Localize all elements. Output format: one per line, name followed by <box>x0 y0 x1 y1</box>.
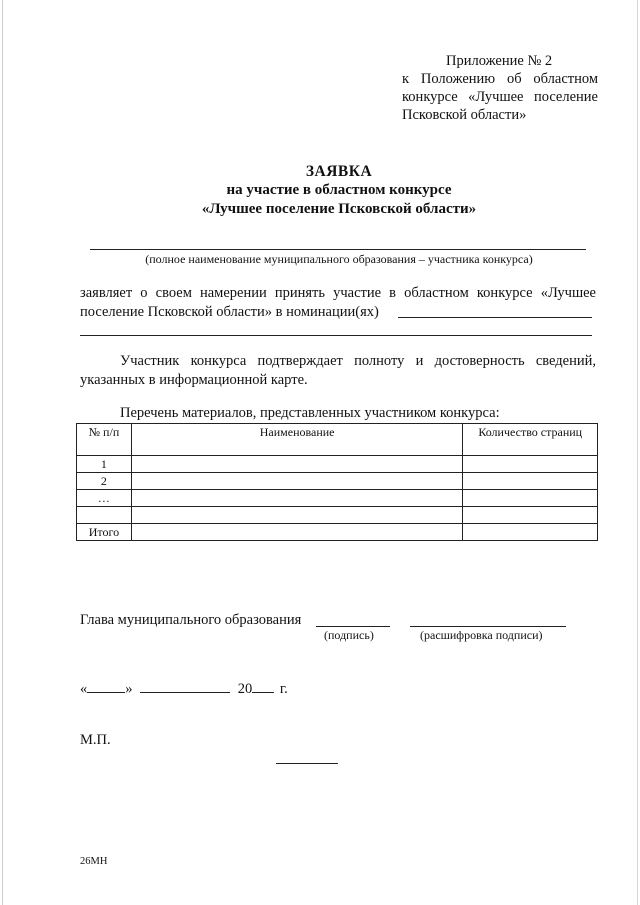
signature-line[interactable] <box>316 626 390 627</box>
row-pages-cell[interactable] <box>463 507 598 524</box>
total-label: Итого <box>77 524 132 541</box>
column-header-name: Наименование <box>131 424 463 456</box>
total-pages-cell[interactable] <box>463 524 598 541</box>
document-title <box>80 162 598 219</box>
materials-table <box>76 423 598 541</box>
date-line <box>80 680 288 698</box>
scan-edge-left <box>2 0 3 905</box>
total-name-cell[interactable] <box>131 524 463 541</box>
row-number: 1 <box>77 456 132 473</box>
column-header-pages: Количество страниц <box>463 424 598 456</box>
materials-heading: Перечень материалов, представленных участником конкурса: <box>120 405 500 421</box>
nomination-line-2[interactable] <box>80 335 592 336</box>
table-header-row <box>77 424 598 456</box>
table-row <box>77 507 598 524</box>
signature-caption: (подпись) <box>324 628 374 642</box>
title-main: ЗАЯВКА <box>305 163 373 180</box>
stamp-short-line <box>276 763 338 764</box>
row-name-cell[interactable] <box>131 490 463 507</box>
year-suffix: г. <box>279 681 288 697</box>
day-field[interactable] <box>87 680 125 693</box>
year-field[interactable] <box>252 680 274 693</box>
date-open-quote: « <box>80 681 88 697</box>
appendix-line-3: Псковской области» <box>402 107 527 123</box>
table-total-row <box>77 524 598 541</box>
appendix-line-1: к Положению об областном <box>402 71 598 87</box>
appendix-line-2: конкурсе «Лучшее поселение <box>402 89 598 105</box>
title-sub-1: на участие в областном конкурсе <box>226 182 452 198</box>
row-name-cell[interactable] <box>131 507 463 524</box>
full-name-caption: (полное наименование муниципального образования – участника конкурса) <box>145 252 533 266</box>
row-pages-cell[interactable] <box>463 490 598 507</box>
scan-edge-right <box>637 0 638 905</box>
confirmation-paragraph: Участник конкурса подтверждает полноту и достоверность сведений, указанных в информационной карте. <box>80 353 596 388</box>
row-name-cell[interactable] <box>131 473 463 490</box>
row-number: 2 <box>77 473 132 490</box>
row-name-cell[interactable] <box>131 456 463 473</box>
date-close-quote: » <box>125 681 133 697</box>
table-row <box>77 473 598 490</box>
appendix-number: Приложение № 2 <box>446 53 553 69</box>
full-name-line[interactable] <box>90 249 586 250</box>
appendix-reference <box>402 52 598 124</box>
year-prefix: 20 <box>237 681 253 697</box>
table-row <box>77 490 598 507</box>
row-number: … <box>77 490 132 507</box>
month-field[interactable] <box>140 680 230 693</box>
signature-decode-caption: (расшифровка подписи) <box>420 628 543 642</box>
footer-code: 26МН <box>80 856 108 867</box>
nomination-line-1[interactable] <box>398 317 592 318</box>
column-header-number: № п/п <box>77 424 132 456</box>
head-signature-label: Глава муниципального образования <box>80 612 302 628</box>
stamp-place-label: М.П. <box>80 732 111 748</box>
table-row <box>77 456 598 473</box>
row-number <box>77 507 132 524</box>
row-pages-cell[interactable] <box>463 456 598 473</box>
title-sub-2: «Лучшее поселение Псковской области» <box>201 201 477 217</box>
signature-decode-line[interactable] <box>410 626 566 627</box>
row-pages-cell[interactable] <box>463 473 598 490</box>
statement-text: заявляет о своем намерении принять участие в областном конкурсе «Лучшее поселение Псковской области» в номинации(ях) <box>80 285 596 320</box>
